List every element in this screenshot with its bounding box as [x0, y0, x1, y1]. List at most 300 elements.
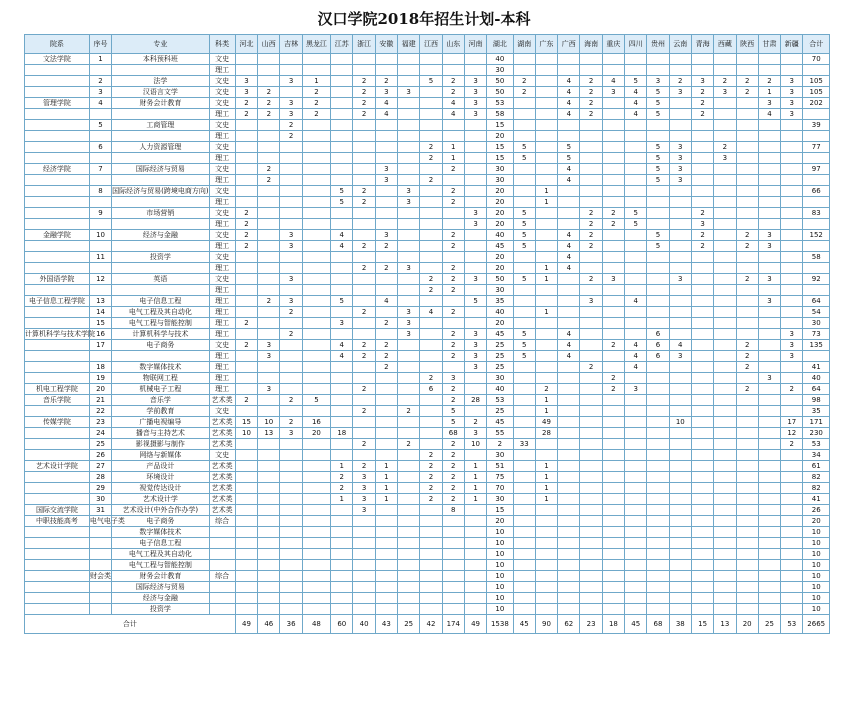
data-cell [558, 131, 580, 142]
data-cell [602, 450, 624, 461]
data-cell [602, 351, 624, 362]
data-cell [375, 131, 397, 142]
major-cell: 国际经济与贸易 [112, 164, 209, 175]
data-cell [736, 175, 758, 186]
data-cell [602, 307, 624, 318]
data-cell [420, 120, 442, 131]
major-cell: 电气工程及其自动化 [112, 307, 209, 318]
major-cell: 机械电子工程 [112, 384, 209, 395]
data-cell [558, 428, 580, 439]
data-cell [736, 417, 758, 428]
data-cell: 15 [235, 417, 257, 428]
data-cell: 1 [758, 87, 780, 98]
data-cell: 50 [487, 76, 513, 87]
major-cell: 视觉传达设计 [112, 483, 209, 494]
data-cell [280, 318, 302, 329]
data-cell: 4 [558, 263, 580, 274]
data-cell [375, 208, 397, 219]
column-header: 合计 [803, 35, 830, 54]
data-cell: 2 [258, 296, 280, 307]
table-row [25, 175, 830, 186]
data-cell: 5 [442, 406, 464, 417]
data-cell [558, 494, 580, 505]
data-cell [691, 274, 713, 285]
major-cell: 电子信息工程 [112, 296, 209, 307]
data-cell [625, 131, 647, 142]
data-cell [353, 549, 375, 560]
data-cell [258, 120, 280, 131]
data-cell [302, 450, 330, 461]
data-cell [625, 175, 647, 186]
data-cell [558, 505, 580, 516]
data-cell [803, 241, 830, 252]
data-cell [602, 98, 624, 109]
major-cell: 投资学 [112, 252, 209, 263]
data-cell [331, 120, 353, 131]
data-cell [758, 505, 780, 516]
data-cell: 3 [398, 197, 420, 208]
college-cell [25, 153, 90, 164]
data-cell [602, 109, 624, 120]
data-cell [558, 219, 580, 230]
data-cell: 艺术类 [209, 505, 235, 516]
data-cell [602, 285, 624, 296]
data-cell: 3 [375, 175, 397, 186]
college-cell: 计算机科学与技术学院 [25, 329, 95, 338]
data-cell [625, 483, 647, 494]
data-cell [398, 274, 420, 285]
data-cell: 2 [442, 241, 464, 252]
data-cell [258, 263, 280, 274]
data-cell [758, 461, 780, 472]
data-cell: 2 [420, 450, 442, 461]
data-cell [420, 362, 442, 373]
data-cell: 5 [302, 395, 330, 406]
data-cell [235, 483, 257, 494]
data-cell [602, 494, 624, 505]
data-cell [464, 65, 486, 76]
data-cell: 2 [302, 87, 330, 98]
data-cell [464, 197, 486, 208]
data-cell [420, 340, 442, 351]
table-row [25, 87, 830, 98]
data-cell [398, 373, 420, 384]
data-cell [602, 241, 624, 252]
data-cell [442, 571, 464, 582]
data-cell: 3 [398, 263, 420, 274]
data-cell: 2 [258, 98, 280, 109]
data-cell [758, 494, 780, 505]
data-cell: 2 [442, 329, 464, 340]
data-cell: 3 [758, 274, 780, 285]
data-cell: 1 [375, 461, 397, 472]
data-cell: 5 [513, 153, 535, 164]
data-cell: 20 [487, 131, 513, 142]
data-cell: 2 [353, 307, 375, 318]
data-cell [535, 351, 557, 362]
data-cell [331, 263, 353, 274]
data-cell [602, 527, 624, 538]
data-cell [464, 120, 486, 131]
data-cell: 171 [803, 417, 830, 428]
total-cell: 60 [331, 615, 353, 634]
data-cell: 28 [464, 395, 486, 406]
data-cell [558, 604, 580, 615]
data-cell: 艺术类 [209, 494, 235, 505]
data-cell [647, 428, 669, 439]
major-cell: 数字媒体技术 [112, 362, 209, 373]
data-cell: 2 [781, 439, 803, 450]
data-cell [558, 296, 580, 307]
data-cell [625, 406, 647, 417]
major-cell: 人力资源管理 [112, 142, 209, 153]
data-cell [736, 549, 758, 560]
data-cell [258, 406, 280, 417]
data-cell: 27 [89, 461, 111, 472]
data-cell: 28 [535, 428, 557, 439]
data-cell: 18 [331, 428, 353, 439]
data-cell [513, 406, 535, 417]
data-cell [375, 219, 397, 230]
data-cell [420, 109, 442, 120]
data-cell [398, 483, 420, 494]
data-cell [669, 516, 691, 527]
data-cell [625, 65, 647, 76]
data-cell [331, 131, 353, 142]
data-cell: 2 [331, 472, 353, 483]
data-cell: 10 [235, 428, 257, 439]
data-cell [25, 582, 90, 593]
data-cell [625, 538, 647, 549]
data-cell [398, 230, 420, 241]
data-cell [535, 285, 557, 296]
data-cell [398, 549, 420, 560]
data-cell [803, 175, 830, 186]
data-cell [580, 340, 602, 351]
data-cell [353, 65, 375, 76]
data-cell: 2 [353, 197, 375, 208]
data-cell: 3 [781, 76, 803, 87]
data-cell: 3 [464, 428, 486, 439]
data-cell [736, 131, 758, 142]
table-row [25, 109, 830, 120]
data-cell: 理工 [209, 351, 235, 362]
data-cell [691, 406, 713, 417]
data-cell [331, 98, 353, 109]
table-row [25, 428, 830, 439]
major-cell: 音乐学 [112, 395, 209, 406]
data-cell [691, 296, 713, 307]
data-cell [353, 54, 375, 65]
college-cell [25, 494, 90, 505]
data-cell [513, 65, 535, 76]
data-cell [464, 538, 486, 549]
data-cell [580, 142, 602, 153]
data-cell [714, 439, 736, 450]
data-cell [235, 307, 257, 318]
data-cell: 7 [89, 164, 111, 175]
data-cell [758, 120, 780, 131]
data-cell [302, 340, 330, 351]
data-cell [331, 208, 353, 219]
data-cell: 3 [464, 208, 486, 219]
data-cell [602, 593, 624, 604]
data-cell [331, 54, 353, 65]
data-cell: 2 [280, 307, 302, 318]
data-cell [580, 571, 602, 582]
data-cell [258, 538, 280, 549]
data-cell [558, 373, 580, 384]
data-cell: 53 [487, 98, 513, 109]
data-cell [89, 263, 111, 274]
data-cell: 3 [669, 164, 691, 175]
table-row [25, 230, 830, 241]
data-cell [513, 98, 535, 109]
data-cell [602, 417, 624, 428]
data-cell [420, 538, 442, 549]
data-cell [331, 252, 353, 263]
data-cell [558, 593, 580, 604]
data-cell: 投资学 [112, 604, 209, 615]
data-cell [669, 571, 691, 582]
data-cell [691, 549, 713, 560]
data-cell: 2 [258, 175, 280, 186]
enrollment-plan-table [24, 34, 830, 634]
data-cell: 4 [558, 109, 580, 120]
table-row [25, 395, 830, 406]
data-cell: 2 [302, 109, 330, 120]
data-cell [736, 329, 758, 340]
total-cell: 25 [398, 615, 420, 634]
data-cell [736, 494, 758, 505]
data-cell: 文史 [209, 274, 235, 285]
data-cell [647, 395, 669, 406]
data-cell [331, 604, 353, 615]
data-cell: 2 [442, 340, 464, 351]
data-cell [535, 241, 557, 252]
data-cell: 3 [398, 186, 420, 197]
data-cell: 5 [513, 241, 535, 252]
data-cell: 2 [442, 274, 464, 285]
data-cell [513, 131, 535, 142]
data-cell [535, 516, 557, 527]
data-cell [691, 593, 713, 604]
data-cell: 49 [535, 417, 557, 428]
data-cell [375, 604, 397, 615]
college-cell: 传媒学院 [25, 417, 90, 428]
total-cell: 23 [580, 615, 602, 634]
data-cell [331, 439, 353, 450]
data-cell [625, 230, 647, 241]
data-cell [580, 395, 602, 406]
data-cell [625, 527, 647, 538]
data-cell [353, 274, 375, 285]
data-cell [758, 417, 780, 428]
data-cell [375, 384, 397, 395]
data-cell: 2 [398, 406, 420, 417]
data-cell [602, 472, 624, 483]
data-cell: 艺术类 [209, 428, 235, 439]
data-cell: 45 [487, 417, 513, 428]
data-cell: 4 [331, 230, 353, 241]
data-cell: 4 [625, 296, 647, 307]
data-cell: 22 [89, 406, 111, 417]
data-cell [302, 252, 330, 263]
data-cell [331, 384, 353, 395]
total-cell: 1538 [487, 615, 513, 634]
data-cell [398, 571, 420, 582]
data-cell [669, 120, 691, 131]
data-cell [280, 505, 302, 516]
data-cell [258, 274, 280, 285]
data-cell: 3 [602, 87, 624, 98]
data-cell [420, 604, 442, 615]
data-cell: 20 [89, 384, 111, 395]
data-cell [420, 186, 442, 197]
data-cell: 2 [420, 175, 442, 186]
data-cell: 2 [736, 241, 758, 252]
data-cell: 2 [258, 87, 280, 98]
data-cell [209, 593, 235, 604]
data-cell: 理工 [209, 318, 235, 329]
data-cell [669, 296, 691, 307]
data-cell: 2 [580, 87, 602, 98]
data-cell [580, 175, 602, 186]
table-row [25, 505, 830, 516]
data-cell: 75 [487, 472, 513, 483]
data-cell [235, 120, 257, 131]
data-cell: 4 [375, 296, 397, 307]
data-cell [580, 461, 602, 472]
table-row [25, 472, 830, 483]
data-cell [442, 527, 464, 538]
data-cell: 1 [535, 472, 557, 483]
data-cell [331, 153, 353, 164]
total-cell: 40 [353, 615, 375, 634]
data-cell [25, 571, 90, 582]
data-cell: 10 [487, 582, 513, 593]
data-cell: 2 [580, 241, 602, 252]
data-cell [25, 593, 90, 604]
data-cell [513, 197, 535, 208]
data-cell [602, 120, 624, 131]
data-cell [89, 538, 111, 549]
data-cell [691, 505, 713, 516]
data-cell [580, 494, 602, 505]
data-cell [258, 208, 280, 219]
data-cell [353, 516, 375, 527]
data-cell [781, 373, 803, 384]
data-cell: 2 [602, 219, 624, 230]
major-cell: 经济与金融 [112, 230, 209, 241]
data-cell: 4 [625, 109, 647, 120]
total-cell: 53 [781, 615, 803, 634]
data-cell [602, 604, 624, 615]
data-cell: 文史 [209, 76, 235, 87]
data-cell [89, 593, 111, 604]
data-cell: 2 [353, 351, 375, 362]
data-cell: 4 [558, 241, 580, 252]
data-cell [781, 527, 803, 538]
data-cell [736, 395, 758, 406]
data-cell [420, 351, 442, 362]
data-cell: 1 [331, 494, 353, 505]
data-cell: 2 [442, 87, 464, 98]
data-cell [781, 472, 803, 483]
data-cell: 31 [89, 505, 111, 516]
data-cell [353, 230, 375, 241]
data-cell [398, 208, 420, 219]
data-cell [353, 450, 375, 461]
data-cell [280, 571, 302, 582]
table-row [25, 65, 830, 76]
data-cell: 25 [487, 362, 513, 373]
data-cell [758, 285, 780, 296]
data-cell [602, 318, 624, 329]
vocational-row [25, 549, 830, 560]
data-cell: 理工 [209, 219, 235, 230]
data-cell: 33 [513, 439, 535, 450]
data-cell [580, 472, 602, 483]
data-cell [781, 153, 803, 164]
data-cell: 8 [89, 186, 111, 197]
data-cell [625, 560, 647, 571]
college-cell [25, 76, 90, 87]
data-cell [669, 560, 691, 571]
data-cell: 82 [803, 483, 830, 494]
data-cell: 3 [669, 274, 691, 285]
data-cell [647, 362, 669, 373]
data-cell [302, 296, 330, 307]
data-cell [464, 285, 486, 296]
data-cell [442, 318, 464, 329]
data-cell [535, 252, 557, 263]
data-cell: 5 [442, 417, 464, 428]
data-cell: 10 [803, 571, 830, 582]
data-cell [258, 505, 280, 516]
data-cell [280, 527, 302, 538]
data-cell [464, 549, 486, 560]
table-row [25, 373, 830, 384]
data-cell [736, 120, 758, 131]
vocational-row [25, 571, 830, 582]
data-cell: 2 [736, 230, 758, 241]
major-cell: 本科预科班 [112, 54, 209, 65]
data-cell [235, 263, 257, 274]
data-cell: 4 [558, 76, 580, 87]
column-header: 吉林 [280, 35, 302, 54]
data-cell: 6 [420, 384, 442, 395]
data-cell: 45 [487, 241, 513, 252]
data-cell [258, 219, 280, 230]
data-cell: 1 [464, 483, 486, 494]
table-row [25, 329, 830, 340]
college-cell: 音乐学院 [25, 395, 90, 406]
data-cell [235, 538, 257, 549]
data-cell [714, 54, 736, 65]
college-cell: 金融学院 [25, 230, 90, 241]
data-cell [758, 131, 780, 142]
data-cell: 3 [758, 241, 780, 252]
data-cell: 5 [625, 208, 647, 219]
data-cell [803, 263, 830, 274]
data-cell [558, 285, 580, 296]
data-cell [602, 164, 624, 175]
data-cell [736, 527, 758, 538]
data-cell: 2 [353, 87, 375, 98]
data-cell [258, 142, 280, 153]
data-cell [302, 538, 330, 549]
